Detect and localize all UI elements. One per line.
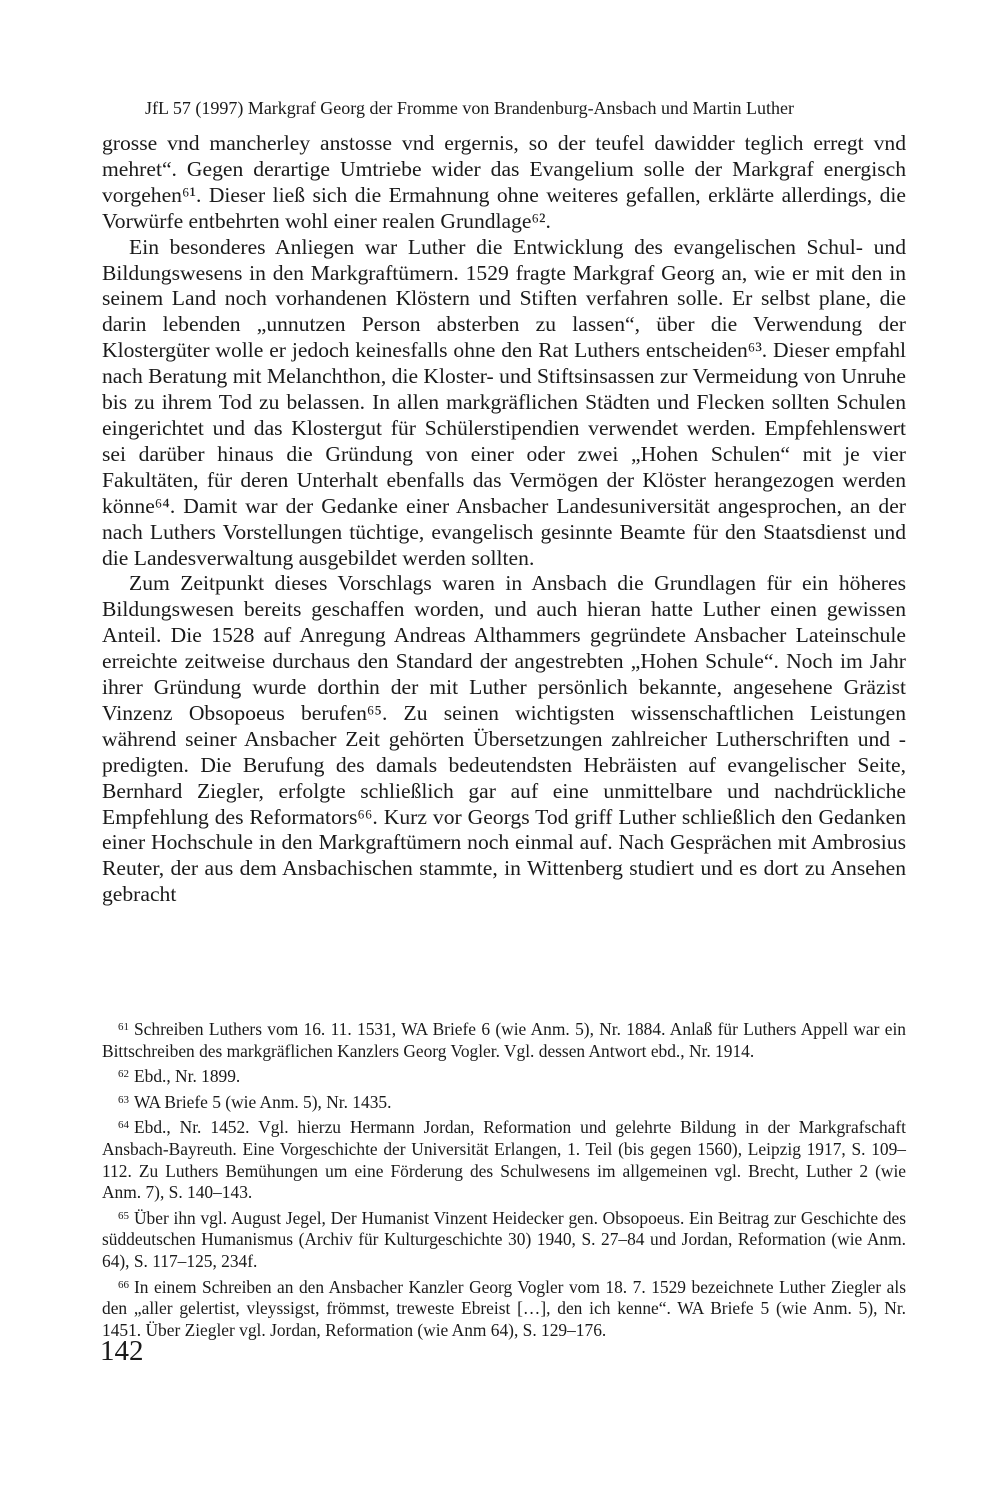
footnote-66	[102, 1275, 906, 1342]
footnote-number: 66	[118, 1278, 129, 1291]
page-number: 142	[100, 1335, 144, 1367]
footnote-number: 64	[118, 1119, 129, 1132]
footnote-number: 63	[118, 1093, 129, 1106]
footnote-number: 65	[118, 1209, 129, 1222]
footnote-number: 61	[118, 1021, 129, 1033]
footnote-text: In einem Schreiben an den Ansbacher Kanzler Georg Vogler vom 18. 7. 1529 bezeichnete Luther Ziegler als den „aller gelertist, vleyssigst, frömmst, treweste Ebreist […], den ich kenne“. WA Briefe 5 (wie Anm. 5), Nr. 1451. Über Ziegler vgl. Jordan, Reformation (wie Anm 64), S. 129–176.	[102, 1276, 906, 1340]
footnote-62	[102, 1064, 906, 1088]
paragraph: grosse vnd mancherley anstosse vnd ergernis, so der teufel dawidder teglich erregt vnd mehret“. Gegen derartige Umtriebe wider das Evangelium solle der Markgraf energisch vorgehen⁶¹. Dieser ließ sich die Ermahnung ohne weiteres gefallen, erklärte allerdings, die Vorwürfe entbehrten wohl einer realen Grundlage⁶².	[102, 131, 906, 233]
footnote-text: Ebd., Nr. 1452. Vgl. hierzu Hermann Jordan, Reformation und gelehrte Bildung in der Markgrafschaft Ansbach-Bayreuth. Eine Vorgeschichte der Universität Erlangen, 1. Teil (bis gegen 1560), Leipzig 1917, S. 109–112. Zu Luthers Bemühungen um eine Förderung des Schulwesens im allgemeinen vgl. Brecht, Luther 2 (wie Anm. 7), S. 140–143.	[102, 1117, 906, 1203]
footnote-text: Schreiben Luthers vom 16. 11. 1531, WA Briefe 6 (wie Anm. 5), Nr. 1884. Anlaß für Luthers Appell war ein Bittschreiben des markgräflichen Kanzlers Georg Vogler. Vgl. dessen Antwort ebd., Nr. 1914.	[102, 1019, 906, 1061]
footnote-65	[102, 1206, 906, 1273]
footnote-63	[102, 1090, 906, 1114]
paragraph: Zum Zeitpunkt dieses Vorschlags waren in Ansbach die Grundlagen für ein höheres Bildungswesen bereits geschaffen worden, und auch hieran hatte Luther einen gewissen Anteil. Die 1528 auf Anregung Andreas Althammers gegründete Ansbacher Lateinschule erreichte zeitweise durchaus den Standard der angestrebten „Hohen Schule“. Noch im Jahr ihrer Gründung wurde dorthin der mit Luther persönlich bekannte, angesehene Gräzist Vinzenz Obsopoeus berufen⁶⁵. Zu seinen wichtigsten wissenschaftlichen Leistungen während seiner Ansbacher Zeit gehörten Übersetzungen zahlreicher Lutherschriften und -predigten. Die Berufung des damals bedeutendsten Hebräisten auf evangelischer Seite, Bernhard Ziegler, erfolgte schließlich gar auf eine unmittelbare und nachdrückliche Empfehlung des Reformators⁶⁶. Kurz vor Georgs Tod griff Luther schließlich den Gedanken einer Hochschule in den Markgraftümern noch einmal auf. Nach Gesprächen mit Ambrosius Reuter, der aus dem Ansbachischen stammte, in Wittenberg studiert und es dort zu Ansehen gebracht	[102, 571, 906, 907]
paragraph: Ein besonderes Anliegen war Luther die Entwicklung des evangelischen Schul- und Bildungswesens in den Markgraftümern. 1529 fragte Markgraf Georg an, wie er mit den in seinem Land noch vorhandenen Klöstern und Stiften verfahren solle. Er selbst plane, die darin lebenden „unnutzen Person absterben zu lassen“, über die Verwendung der Klostergüter wolle er jedoch keinesfalls ohne den Rat Luthers entscheiden⁶³. Dieser empfahl nach Beratung mit Melanchthon, die Kloster- und Stiftsinsassen zur Vermeidung von Unruhe bis zu ihrem Tod zu belassen. In allen markgräflichen Städten und Flecken sollten Schulen eingerichtet und das Klostergut für Schülerstipendien verwendet werden. Empfehlenswert sei darüber hinaus die Gründung von einer oder zwei „Hohen Schulen“ mit je vier Fakultäten, für deren Unterhalt ebenfalls das Vermögen der Klöster herangezogen werden könne⁶⁴. Damit war der Gedanke einer Ansbacher Landesuniversität angesprochen, an der nach Luthers Vorstellungen tüchtige, evangelisch gesinnte Beamte für den Staatsdienst und die Landesverwaltung ausgebildet werden sollten.	[102, 234, 906, 570]
footnotes	[102, 1017, 906, 1343]
footnote-64	[102, 1115, 906, 1203]
footnote-number: 62	[118, 1068, 129, 1081]
main-text	[102, 131, 906, 908]
footnote-text: Ebd., Nr. 1899.	[134, 1066, 241, 1087]
running-header: JfL 57 (1997) Markgraf Georg der Fromme von Brandenburg-Ansbach und Martin Luther	[145, 98, 795, 118]
footnote-text: WA Briefe 5 (wie Anm. 5), Nr. 1435.	[134, 1091, 392, 1112]
footnote-text: Über ihn vgl. August Jegel, Der Humanist Vinzent Heidecker gen. Obsopoeus. Ein Beitrag zur Geschichte des süddeutschen Humanismus (Archiv für Kulturgeschichte 30) 1940, S. 27–84 und Jordan, Reformation (wie Anm. 64), S. 117–125, 234f.	[102, 1207, 906, 1271]
footnote-61	[102, 1017, 906, 1062]
